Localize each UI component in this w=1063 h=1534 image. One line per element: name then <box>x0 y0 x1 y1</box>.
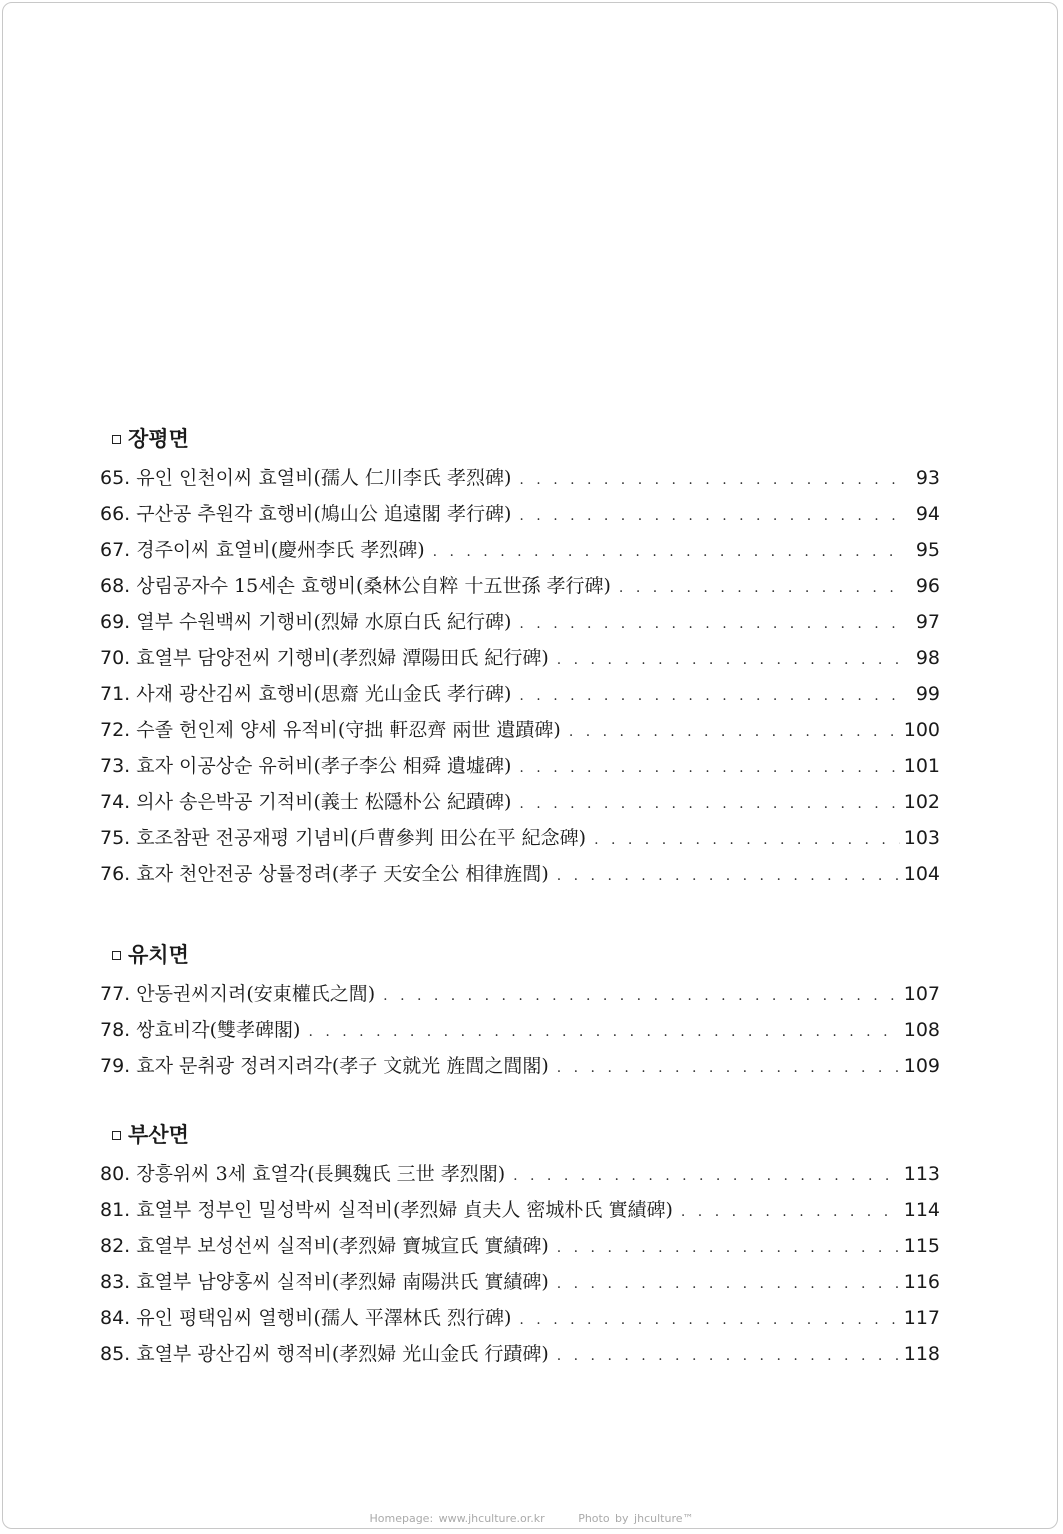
entry-number: 69. <box>100 611 131 633</box>
entry-number: 78. <box>100 1019 131 1041</box>
dot-leader <box>519 678 900 714</box>
dot-leader <box>681 1194 900 1230</box>
section-heading <box>112 940 940 970</box>
section-heading <box>112 424 940 454</box>
dot-leader <box>513 1158 900 1194</box>
entry-number: 85. <box>100 1343 131 1365</box>
entry-page: 108 <box>903 1019 940 1041</box>
entry-title: 수졸 헌인제 양세 유적비(守拙 軒忍齊 兩世 遺蹟碑) <box>136 719 561 741</box>
toc-entry[interactable] <box>100 496 940 532</box>
entry-page: 96 <box>915 575 940 597</box>
entry-number: 65. <box>100 467 131 489</box>
footer-homepage: Homepage: www.jhculture.or.kr <box>369 1512 545 1525</box>
toc-entry[interactable] <box>100 460 940 496</box>
toc-entry[interactable] <box>100 568 940 604</box>
toc-entry[interactable] <box>100 640 940 676</box>
toc-entry[interactable] <box>100 1156 940 1192</box>
toc-entry[interactable] <box>100 676 940 712</box>
dot-leader <box>557 1266 900 1302</box>
dot-leader <box>594 822 900 858</box>
entry-title: 의사 송은박공 기적비(義士 松隱朴公 紀蹟碑) <box>136 791 512 813</box>
dot-leader <box>569 714 900 750</box>
entry-page: 117 <box>903 1307 940 1329</box>
entry-number: 79. <box>100 1055 131 1077</box>
section-heading-text: 유치면 <box>128 943 189 967</box>
entry-title: 쌍효비각(雙孝碑閣) <box>136 1019 301 1041</box>
toc-entry[interactable] <box>100 1300 940 1336</box>
footer-photo-credit: Photo by jhculture™ <box>578 1512 694 1525</box>
dot-leader <box>557 642 900 678</box>
entry-number: 82. <box>100 1235 131 1257</box>
section-heading <box>112 1120 940 1150</box>
toc-entry[interactable] <box>100 1228 940 1264</box>
dot-leader <box>519 1302 900 1338</box>
entry-number: 66. <box>100 503 131 525</box>
entry-title: 경주이씨 효열비(慶州李氏 孝烈碑) <box>136 539 425 561</box>
toc-entry[interactable] <box>100 748 940 784</box>
section-heading-text: 부산면 <box>128 1123 189 1147</box>
entry-title: 효열부 정부인 밀성박씨 실적비(孝烈婦 貞夫人 密城朴氏 實績碑) <box>136 1199 673 1221</box>
entry-number: 70. <box>100 647 131 669</box>
entry-title: 유인 인천이씨 효열비(孺人 仁川李氏 孝烈碑) <box>136 467 512 489</box>
entry-page: 116 <box>903 1271 940 1293</box>
dot-leader <box>519 750 900 786</box>
entry-title: 장흥위씨 3세 효열각(長興魏氏 三世 孝烈閣) <box>136 1163 506 1185</box>
toc-section-yuchi <box>100 940 940 1084</box>
entry-title: 효열부 보성선씨 실적비(孝烈婦 寶城宣氏 實績碑) <box>136 1235 549 1257</box>
entry-page: 103 <box>903 827 940 849</box>
entry-title: 열부 수원백씨 기행비(烈婦 水原白氏 紀行碑) <box>136 611 512 633</box>
dot-leader <box>557 1050 900 1086</box>
dot-leader <box>308 1014 900 1050</box>
entry-page: 100 <box>903 719 940 741</box>
entry-number: 68. <box>100 575 131 597</box>
dot-leader <box>519 462 900 498</box>
entry-title: 안동권씨지려(安東權氏之閭) <box>136 983 376 1005</box>
entry-number: 80. <box>100 1163 131 1185</box>
entry-page: 113 <box>903 1163 940 1185</box>
entry-number: 83. <box>100 1271 131 1293</box>
entry-page: 115 <box>903 1235 940 1257</box>
dot-leader <box>519 606 900 642</box>
toc-entry[interactable] <box>100 712 940 748</box>
entry-title: 효열부 광산김씨 행적비(孝烈婦 光山金氏 行蹟碑) <box>136 1343 549 1365</box>
entry-number: 73. <box>100 755 131 777</box>
entry-number: 67. <box>100 539 131 561</box>
square-bullet-icon <box>112 1131 121 1140</box>
entry-page: 101 <box>903 755 940 777</box>
entry-page: 98 <box>915 647 940 669</box>
toc-entry[interactable] <box>100 784 940 820</box>
entry-title: 호조참판 전공재평 기념비(戶曹參判 田公在平 紀念碑) <box>136 827 587 849</box>
square-bullet-icon <box>112 951 121 960</box>
entry-title: 효자 문취광 정려지려각(孝子 文就光 旌閭之閭閣) <box>136 1055 549 1077</box>
entry-page: 95 <box>915 539 940 561</box>
entry-page: 114 <box>903 1199 940 1221</box>
square-bullet-icon <box>112 435 121 444</box>
toc-entry[interactable] <box>100 532 940 568</box>
entry-title: 유인 평택임씨 열행비(孺人 平澤林氏 烈行碑) <box>136 1307 512 1329</box>
entry-number: 74. <box>100 791 131 813</box>
entry-page: 109 <box>903 1055 940 1077</box>
dot-leader <box>619 570 900 606</box>
toc-entry[interactable] <box>100 604 940 640</box>
dot-leader <box>557 1230 900 1266</box>
entry-title: 효자 천안전공 상률정려(孝子 天安全公 相律旌閭) <box>136 863 549 885</box>
entry-title: 사재 광산김씨 효행비(思齋 光山金氏 孝行碑) <box>136 683 512 705</box>
toc-entry[interactable] <box>100 976 940 1012</box>
entry-page: 118 <box>903 1343 940 1365</box>
dot-leader <box>433 534 900 570</box>
section-heading-text: 장평면 <box>128 427 189 451</box>
entry-page: 93 <box>915 467 940 489</box>
dot-leader <box>557 1338 900 1374</box>
toc-entry[interactable] <box>100 820 940 856</box>
entry-number: 84. <box>100 1307 131 1329</box>
entry-page: 94 <box>915 503 940 525</box>
entry-page: 97 <box>915 611 940 633</box>
entry-number: 77. <box>100 983 131 1005</box>
toc-entry[interactable] <box>100 1336 940 1372</box>
toc-entry[interactable] <box>100 1192 940 1228</box>
toc-section-jangpyeong <box>100 424 940 892</box>
entry-title: 상림공자수 15세손 효행비(桑林公自粹 十五世孫 孝行碑) <box>136 575 611 597</box>
toc-entry[interactable] <box>100 1264 940 1300</box>
entry-title: 효열부 남양홍씨 실적비(孝烈婦 南陽洪氏 實績碑) <box>136 1271 549 1293</box>
toc-entry[interactable] <box>100 1048 940 1084</box>
entry-number: 81. <box>100 1199 131 1221</box>
dot-leader <box>519 786 900 822</box>
toc-entry[interactable] <box>100 1012 940 1048</box>
footer-credits <box>0 1512 1063 1525</box>
entry-page: 102 <box>903 791 940 813</box>
entry-title: 효열부 담양전씨 기행비(孝烈婦 潭陽田氏 紀行碑) <box>136 647 549 669</box>
dot-leader <box>557 858 900 894</box>
toc-entry[interactable] <box>100 856 940 892</box>
entry-title: 효자 이공상순 유허비(孝子李公 相舜 遺墟碑) <box>136 755 512 777</box>
entry-number: 76. <box>100 863 131 885</box>
entry-number: 72. <box>100 719 131 741</box>
entry-title: 구산공 추원각 효행비(鳩山公 追遠閣 孝行碑) <box>136 503 512 525</box>
toc-section-busan <box>100 1120 940 1372</box>
entry-page: 104 <box>903 863 940 885</box>
entry-number: 75. <box>100 827 131 849</box>
entry-page: 107 <box>903 983 940 1005</box>
dot-leader <box>383 978 900 1014</box>
dot-leader <box>519 498 900 534</box>
entry-number: 71. <box>100 683 131 705</box>
entry-page: 99 <box>915 683 940 705</box>
